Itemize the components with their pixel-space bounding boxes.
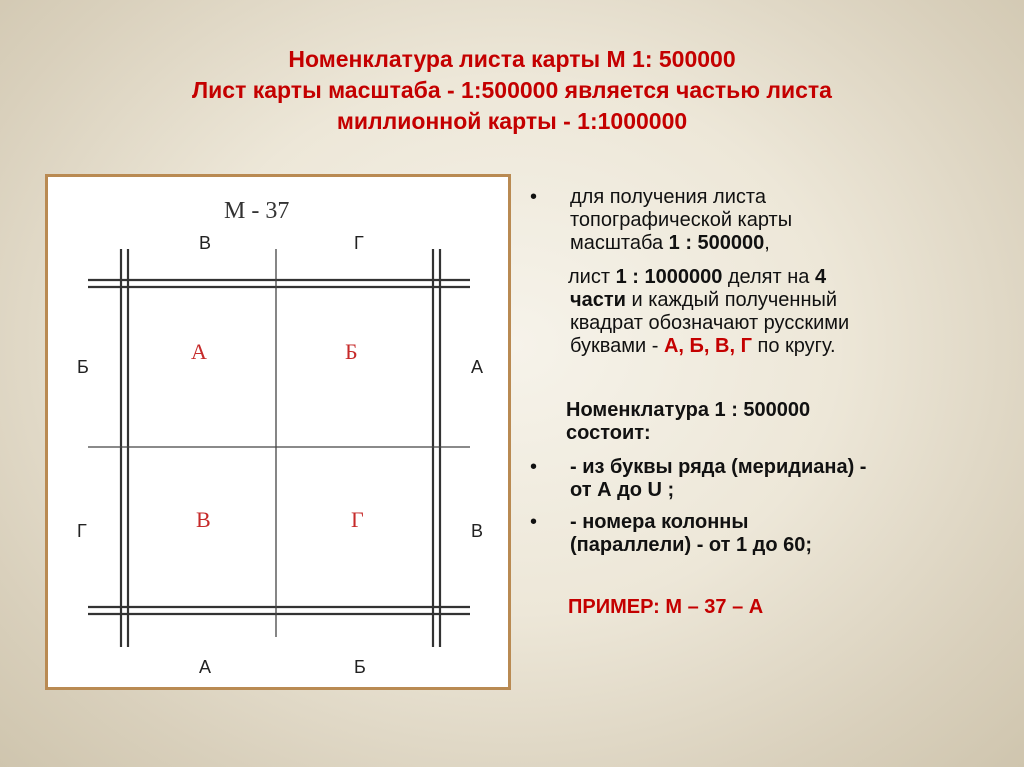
bullet-meridian: [570, 456, 970, 502]
bullet-dot: •: [530, 511, 538, 533]
paragraph-1: [570, 186, 970, 255]
label-top-right: Г: [354, 233, 364, 253]
p3-line-2: состоит:: [566, 422, 651, 444]
quadrant-b: Б: [345, 339, 358, 364]
bullet-dot: •: [530, 456, 538, 478]
p1-line-2: топографической карты: [570, 209, 793, 231]
b2-line-2: (параллели) - от 1 до 60;: [570, 534, 813, 556]
label-right-upper: А: [471, 357, 484, 377]
slide-title: [60, 44, 964, 137]
title-line-3: миллионной карты - 1:1000000: [336, 108, 688, 134]
paragraph-3: [566, 399, 970, 445]
p1-line-3: масштаба 1 : 500000,: [570, 232, 770, 254]
map-grid-svg: [48, 177, 508, 687]
label-bottom-left: А: [199, 657, 212, 677]
b1-line-2: от А до U ;: [570, 479, 675, 501]
p3-line-1: Номенклатура 1 : 500000: [566, 399, 811, 421]
p2-line-4: буквами - А, Б, В, Г по кругу.: [570, 335, 836, 357]
p2-line-3: квадрат обозначают русскими: [570, 312, 850, 334]
example-line: ПРИМЕР: М – 37 – А: [568, 596, 764, 618]
quadrant-v: В: [196, 507, 211, 532]
title-line-2: Лист карты масштаба - 1:500000 является частью листа: [192, 77, 832, 103]
label-right-lower: В: [471, 521, 484, 541]
label-left-upper: Б: [77, 357, 89, 377]
b1-line-1: - из буквы ряда (меридиана) -: [570, 456, 867, 478]
quadrant-a: А: [191, 339, 207, 364]
b2-line-1: - номера колонны: [570, 511, 749, 533]
map-sheet-diagram: [45, 174, 511, 690]
quadrant-g: Г: [351, 507, 364, 532]
p2-line-1: лист 1 : 1000000 делят на 4: [568, 266, 827, 288]
label-left-lower: Г: [77, 521, 87, 541]
p2-line-2: части и каждый полученный: [570, 289, 838, 311]
p1-line-1: для получения листа: [570, 186, 766, 208]
paragraph-2: [568, 266, 970, 358]
bullet-dot: •: [530, 186, 538, 208]
bullet-parallel: [570, 511, 970, 557]
title-line-1: Номенклатура листа карты М 1: 500000: [288, 46, 736, 72]
sheet-label: М - 37: [224, 198, 290, 224]
label-bottom-right: Б: [354, 657, 366, 677]
label-top-left: В: [199, 233, 212, 253]
